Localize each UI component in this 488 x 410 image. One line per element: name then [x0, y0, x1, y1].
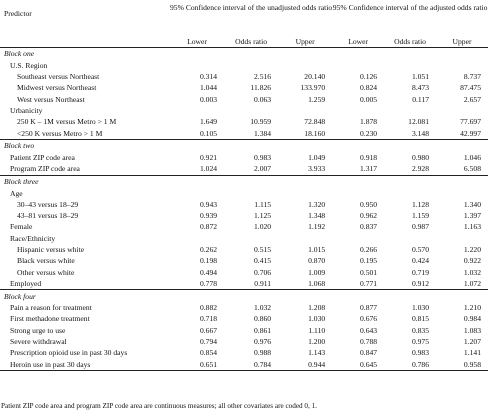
- row-label: Southeast versus Northeast: [17, 72, 100, 82]
- table-cell: 1.320: [308, 199, 326, 209]
- block-heading-row: [0, 290, 488, 303]
- table-cell: 0.976: [254, 337, 272, 347]
- table-cell: 0.415: [254, 256, 272, 266]
- table-cell: 0.815: [411, 314, 430, 324]
- adjusted-group-header: 95% Confidence interval of the adjusted odds ratio: [332, 3, 488, 12]
- row-label: Black versus white: [17, 256, 75, 266]
- table-cell: 1.159: [411, 211, 430, 221]
- table-cell: 0.784: [254, 359, 272, 369]
- table-cell: 0.847: [360, 348, 378, 358]
- table-row: [0, 222, 488, 233]
- table-cell: 10.959: [250, 117, 272, 127]
- table-cell: 1.192: [308, 222, 326, 232]
- table-cell: 3.933: [308, 164, 326, 174]
- block-label: Block one: [4, 49, 35, 59]
- table-cell: 0.944: [308, 359, 326, 369]
- table-row: [0, 359, 488, 371]
- row-label: Urbanicity: [10, 106, 43, 116]
- block-heading-row: [0, 175, 488, 188]
- table-cell: 1.030: [308, 314, 326, 324]
- table-cell: 1.208: [308, 303, 326, 313]
- row-label: West versus Northeast: [17, 94, 85, 104]
- table-cell: 0.262: [199, 245, 218, 254]
- table-cell: 0.706: [254, 267, 272, 277]
- table-row: [0, 128, 488, 140]
- table-cell: 0.943: [199, 199, 218, 209]
- table-cell: 0.912: [411, 278, 430, 288]
- row-label: Heroin use in past 30 days: [10, 359, 91, 369]
- table-cell: 0.651: [199, 359, 218, 369]
- table-cell: 0.877: [360, 303, 378, 313]
- row-label: Race/Ethnicity: [10, 233, 56, 243]
- table-cell: 0.005: [360, 94, 378, 104]
- table-row: [0, 302, 488, 313]
- table-row: [0, 152, 488, 163]
- header-row-columns: [0, 36, 488, 48]
- table-cell: 0.494: [199, 267, 218, 277]
- category-row: [0, 105, 488, 116]
- table-cell: 0.918: [360, 152, 378, 162]
- table-cell: 0.771: [360, 278, 378, 288]
- row-label: 250 K – 1M versus Metro > 1 M: [17, 117, 117, 127]
- table-cell: 2.928: [411, 164, 430, 174]
- column-header-odds-ratio-adjusted: Odds ratio: [394, 36, 426, 46]
- column-header-upper-unadjusted: Upper: [295, 36, 315, 46]
- table-cell: 0.962: [360, 211, 378, 221]
- table-row: [0, 348, 488, 359]
- column-header-upper-adjusted: Upper: [452, 36, 472, 46]
- table-cell: 0.837: [360, 222, 378, 232]
- row-label: Pain a reason for treatment: [10, 303, 92, 313]
- category-row: [0, 60, 488, 71]
- table-cell: 0.778: [199, 278, 218, 288]
- table-cell: 77.697: [460, 117, 481, 127]
- table-row: [0, 267, 488, 278]
- table-cell: 72.848: [304, 117, 326, 127]
- table-cell: 1.125: [254, 211, 272, 221]
- table-cell: 0.870: [308, 256, 326, 266]
- table-row: [0, 163, 488, 175]
- table-cell: 1.049: [308, 152, 326, 162]
- row-label: Hispanic versus white: [17, 245, 85, 254]
- table-cell: 11.826: [250, 83, 272, 93]
- table-cell: 0.501: [360, 267, 378, 277]
- table-cell: 2.657: [463, 94, 481, 104]
- table-cell: 0.980: [411, 152, 430, 162]
- table-cell: 0.126: [360, 72, 378, 82]
- table-row: [0, 244, 488, 255]
- table-cell: 0.198: [199, 256, 218, 266]
- table-cell: 1.128: [411, 199, 430, 209]
- table-cell: 1.030: [411, 303, 430, 313]
- table-cell: 1.015: [308, 245, 326, 254]
- row-label: Midwest versus Northeast: [17, 83, 97, 93]
- row-label: Severe withdrawal: [10, 337, 67, 347]
- table-cell: 87.475: [460, 83, 481, 93]
- table-cell: 12.081: [408, 117, 430, 127]
- table-cell: 0.667: [199, 325, 218, 335]
- table-row: [0, 210, 488, 221]
- table-cell: 0.872: [199, 222, 218, 232]
- table-cell: 1.068: [308, 278, 326, 288]
- table-cell: 1.397: [463, 211, 481, 221]
- table-row: [0, 325, 488, 336]
- table-cell: 1.878: [360, 117, 378, 127]
- table-cell: 0.794: [199, 337, 218, 347]
- table-cell: 1.046: [463, 152, 481, 162]
- table-cell: 1.020: [254, 222, 272, 232]
- block-label: Block three: [4, 176, 39, 186]
- table-cell: 0.786: [411, 359, 430, 369]
- row-label: Employed: [10, 278, 42, 288]
- table-cell: 0.860: [254, 314, 272, 324]
- table-cell: 1.220: [463, 245, 481, 254]
- row-label: U.S. Region: [10, 60, 48, 70]
- table-cell: 1.044: [199, 83, 218, 93]
- row-label: Program ZIP code area: [10, 164, 80, 174]
- row-label: Strong urge to use: [10, 325, 66, 335]
- table-cell: 1.110: [308, 325, 326, 335]
- table-cell: 0.063: [254, 94, 272, 104]
- block-label: Block four: [4, 291, 36, 301]
- table-cell: 0.117: [412, 94, 430, 104]
- table-cell: 42.997: [460, 128, 481, 138]
- table-cell: 0.984: [463, 314, 481, 324]
- table-cell: 2.516: [254, 72, 272, 82]
- header-row-groups: [0, 0, 488, 36]
- category-row: [0, 233, 488, 244]
- table-cell: 0.314: [199, 72, 218, 82]
- table-cell: 0.987: [411, 222, 430, 232]
- table-cell: 0.921: [199, 152, 218, 162]
- table-cell: 1.051: [411, 72, 430, 82]
- table-cell: 0.645: [360, 359, 378, 369]
- row-label: Other versus white: [17, 267, 75, 277]
- unadjusted-group-header: 95% Confidence interval of the unadjusted odds ratio: [170, 3, 333, 12]
- block-heading-row: [0, 48, 488, 61]
- table-cell: 1.024: [199, 164, 218, 174]
- row-label: 43–81 versus 18–29: [17, 211, 79, 221]
- table-cell: 0.105: [199, 128, 218, 138]
- table-row: [0, 116, 488, 127]
- predictor-header: Predictor: [4, 9, 32, 18]
- row-label: 30–43 versus 18–29: [17, 199, 79, 209]
- table-cell: 1.032: [254, 303, 272, 313]
- table-row: [0, 314, 488, 325]
- table-footnote: Patient ZIP code area and program ZIP code area are continuous measures; all other covariates are coded 0, 1.: [1, 402, 317, 410]
- table-cell: 20.140: [304, 72, 326, 82]
- table-cell: 1.384: [254, 128, 272, 138]
- table-row: [0, 71, 488, 82]
- row-label: Age: [10, 188, 23, 198]
- table-cell: 0.861: [254, 325, 272, 335]
- table-cell: 0.824: [360, 83, 378, 93]
- table-cell: 0.515: [254, 245, 272, 254]
- table-cell: 0.719: [411, 267, 430, 277]
- table-row: [0, 336, 488, 347]
- table-cell: 1.072: [463, 278, 481, 288]
- table-cell: 1.009: [308, 267, 326, 277]
- row-label: Prescription opioid use in past 30 days: [10, 348, 128, 358]
- column-header-lower-unadjusted: Lower: [187, 36, 207, 46]
- table-cell: 3.148: [411, 128, 430, 138]
- table-cell: 0.983: [411, 348, 430, 358]
- table-cell: 0.718: [199, 314, 218, 324]
- table-row: [0, 199, 488, 210]
- table-cell: 1.348: [308, 211, 326, 221]
- table-cell: 1.083: [463, 325, 481, 335]
- table-cell: 0.195: [360, 256, 378, 266]
- table-cell: 0.911: [254, 278, 272, 288]
- table-cell: 1.210: [463, 303, 481, 313]
- table-cell: 1.207: [463, 337, 481, 347]
- table-cell: 1.649: [199, 117, 218, 127]
- table-cell: 6.508: [463, 164, 481, 174]
- table-cell: 0.570: [411, 245, 430, 254]
- table-cell: 0.950: [360, 199, 378, 209]
- block-heading-row: [0, 140, 488, 153]
- table-row: [0, 83, 488, 94]
- column-header-odds-ratio-unadjusted: Odds ratio: [235, 36, 267, 46]
- table-cell: 0.922: [463, 256, 481, 266]
- table-cell: 0.266: [360, 245, 378, 254]
- table-cell: 0.988: [254, 348, 272, 358]
- table-cell: 0.983: [254, 152, 272, 162]
- table-cell: 0.958: [463, 359, 481, 369]
- table-cell: 0.003: [199, 94, 218, 104]
- table-cell: 8.473: [411, 83, 430, 93]
- table-cell: 0.882: [199, 303, 218, 313]
- column-header-lower-adjusted: Lower: [348, 36, 369, 46]
- block-label: Block two: [4, 141, 35, 151]
- table-cell: 1.143: [308, 348, 326, 358]
- table-cell: 18.160: [304, 128, 326, 138]
- row-label: <250 K versus Metro > 1 M: [17, 128, 103, 138]
- table-cell: 0.939: [199, 211, 218, 221]
- table-cell: 0.788: [360, 337, 378, 347]
- table-cell: 0.835: [411, 325, 430, 335]
- table-cell: 1.317: [360, 164, 378, 174]
- row-label: Patient ZIP code area: [10, 152, 75, 162]
- table-cell: 0.424: [411, 256, 430, 266]
- table-cell: 8.737: [463, 72, 481, 82]
- table-cell: 0.854: [199, 348, 218, 358]
- row-label: First methadone treatment: [10, 314, 90, 324]
- table-cell: 1.200: [308, 337, 326, 347]
- category-row: [0, 188, 488, 199]
- table-cell: 1.115: [254, 199, 272, 209]
- table-cell: 133.970: [300, 83, 326, 93]
- table-cell: 0.975: [411, 337, 430, 347]
- table-row: [0, 278, 488, 290]
- table-row: [0, 255, 488, 266]
- table-cell: 0.230: [360, 128, 378, 138]
- table-row: [0, 94, 488, 105]
- table-cell: 2.007: [254, 164, 272, 174]
- table-cell: 1.163: [463, 222, 481, 232]
- table-cell: 0.676: [360, 314, 378, 324]
- table-cell: 1.259: [308, 94, 326, 104]
- table-cell: 1.340: [463, 199, 481, 209]
- table-cell: 1.141: [463, 348, 481, 358]
- table-cell: 1.032: [463, 267, 481, 277]
- row-label: Female: [10, 222, 33, 232]
- table-cell: 0.643: [360, 325, 378, 335]
